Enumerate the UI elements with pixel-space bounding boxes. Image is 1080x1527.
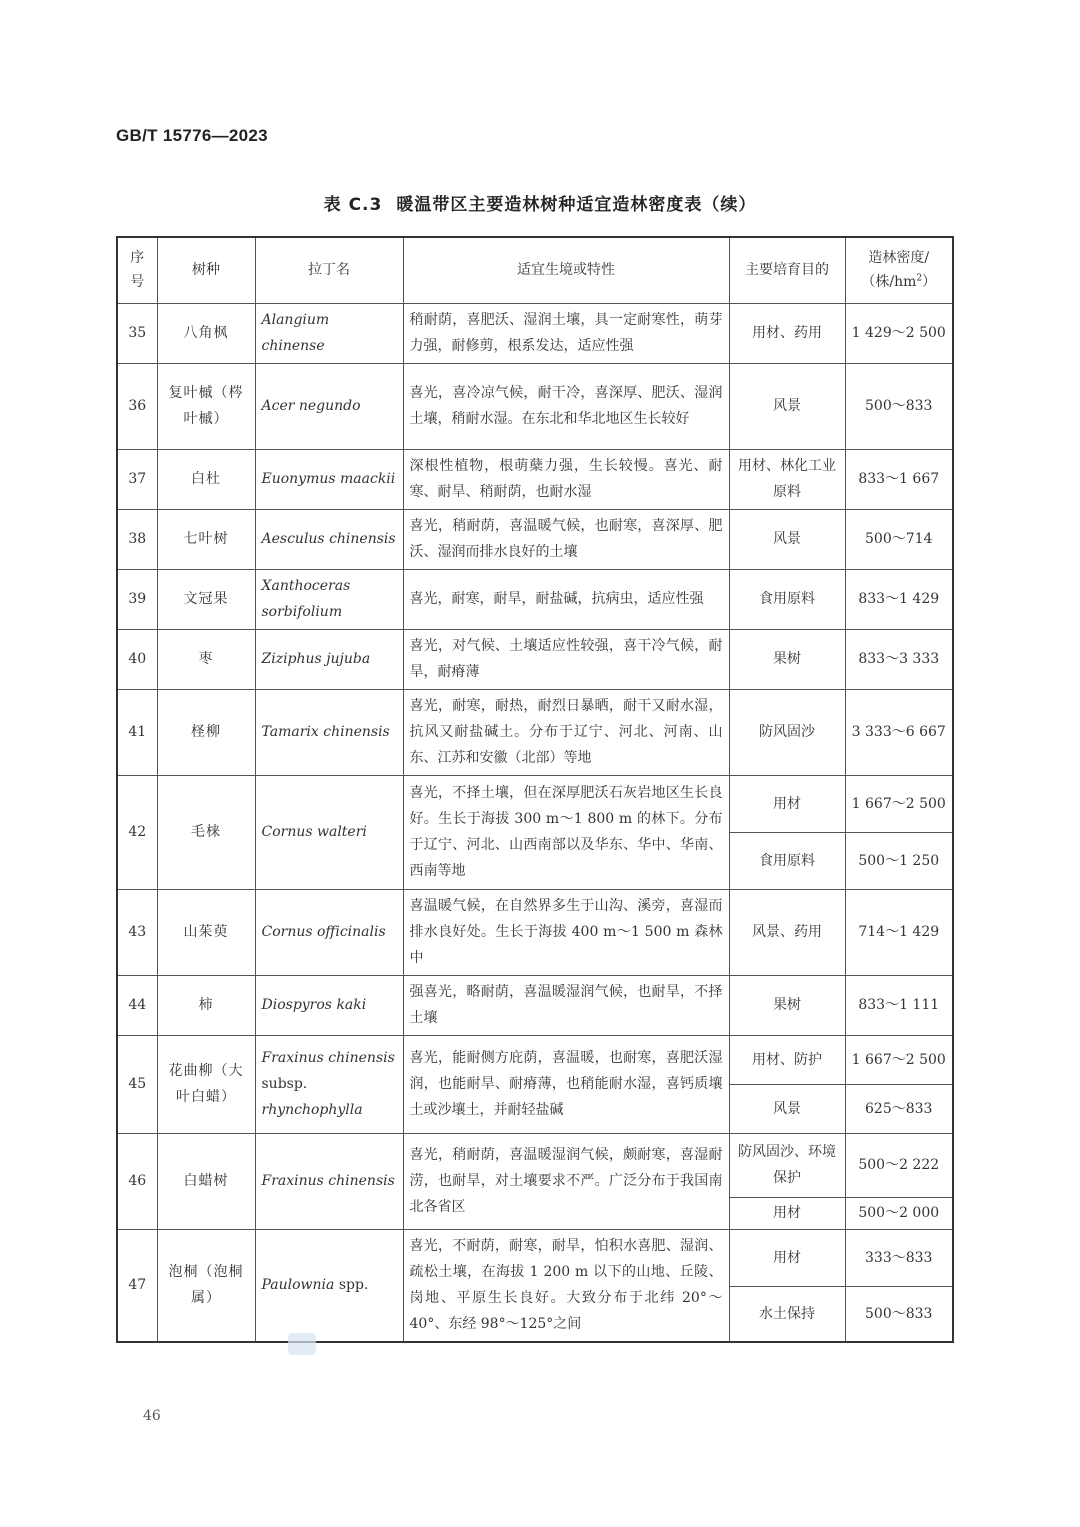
row-density: 500～714 xyxy=(845,509,953,569)
row-purpose: 用材、林化工业原料 xyxy=(729,449,845,509)
row-habitat: 喜光，不择土壤，但在深厚肥沃石灰岩地区生长良好。生长于海拔 300 m～1 800 m 的林下。分布于辽宁、河北、山西南部以及华东、华中、华南、西南等地 xyxy=(403,775,729,889)
row-purpose: 食用原料 xyxy=(729,569,845,629)
row-no: 47 xyxy=(117,1229,157,1342)
row-species: 泡桐（泡桐属） xyxy=(157,1229,255,1342)
row-species: 七叶树 xyxy=(157,509,255,569)
row-latin: Cornus officinalis xyxy=(255,889,403,975)
row-habitat: 喜光，稍耐荫，喜温暖湿润气候，颇耐寒，喜湿耐涝，也耐旱，对土壤要求不严。广泛分布于我国南北各省区 xyxy=(403,1133,729,1229)
density-table xyxy=(116,236,954,1343)
row-density: 333～833 xyxy=(845,1229,953,1286)
table-row xyxy=(117,689,953,775)
row-habitat: 喜光，耐寒，耐旱，耐盐碱，抗病虫，适应性强 xyxy=(403,569,729,629)
row-density: 833～1 667 xyxy=(845,449,953,509)
table-title xyxy=(0,190,1080,215)
row-habitat: 喜光，对气候、土壤适应性较强，喜干冷气候，耐旱，耐瘠薄 xyxy=(403,629,729,689)
row-density: 500～833 xyxy=(845,1286,953,1342)
table-row xyxy=(117,449,953,509)
row-species: 文冠果 xyxy=(157,569,255,629)
row-density: 833～3 333 xyxy=(845,629,953,689)
row-latin: Acer negundo xyxy=(255,363,403,449)
row-purpose: 水土保持 xyxy=(729,1286,845,1342)
row-latin: Cornus walteri xyxy=(255,775,403,889)
row-latin: Fraxinus chinensis xyxy=(255,1133,403,1229)
header-latin: 拉丁名 xyxy=(255,237,403,303)
row-species: 复叶槭（梣叶槭） xyxy=(157,363,255,449)
standard-code: GB/T 15776—2023 xyxy=(116,126,268,145)
header-species: 树种 xyxy=(157,237,255,303)
row-no: 41 xyxy=(117,689,157,775)
header-purpose: 主要培育目的 xyxy=(729,237,845,303)
row-species: 毛梾 xyxy=(157,775,255,889)
row-no: 42 xyxy=(117,775,157,889)
row-density: 3 333～6 667 xyxy=(845,689,953,775)
row-density: 1 429～2 500 xyxy=(845,303,953,363)
table-header-row xyxy=(117,237,953,303)
row-density: 500～2 222 xyxy=(845,1133,953,1197)
row-latin: Aesculus chinensis xyxy=(255,509,403,569)
row-purpose: 用材、防护 xyxy=(729,1035,845,1084)
row-purpose: 用材 xyxy=(729,1197,845,1229)
row-habitat: 稍耐荫，喜肥沃、湿润土壤，具一定耐寒性，萌芽力强，耐修剪，根系发达，适应性强 xyxy=(403,303,729,363)
row-species: 白蜡树 xyxy=(157,1133,255,1229)
row-habitat: 喜光，稍耐荫，喜温暖气候，也耐寒，喜深厚、肥沃、湿润而排水良好的土壤 xyxy=(403,509,729,569)
row-species: 柿 xyxy=(157,975,255,1035)
table-title-text: 暖温带区主要造林树种适宜造林密度表（续） xyxy=(396,195,757,215)
row-density: 1 667～2 500 xyxy=(845,775,953,832)
table-row xyxy=(117,363,953,449)
row-purpose: 风景 xyxy=(729,363,845,449)
header-density-unit-prefix: （株/hm xyxy=(861,274,917,291)
row-latin: Tamarix chinensis xyxy=(255,689,403,775)
table-row xyxy=(117,975,953,1035)
row-density: 833～1 111 xyxy=(845,975,953,1035)
row-latin-genus: Paulownia xyxy=(261,1277,335,1294)
row-latin: Ziziphus jujuba xyxy=(255,629,403,689)
row-purpose: 防风固沙、环境保护 xyxy=(729,1133,845,1197)
row-purpose: 果树 xyxy=(729,629,845,689)
row-no: 44 xyxy=(117,975,157,1035)
row-latin xyxy=(255,1035,403,1133)
row-purpose: 用材 xyxy=(729,775,845,832)
row-purpose: 食用原料 xyxy=(729,832,845,889)
row-habitat: 喜光，不耐荫，耐寒，耐旱，怕积水喜肥、湿润、疏松土壤，在海拔 1 200 m 以下的山地、丘陵、岗地、平原生长良好。大致分布于北纬 20°～40°、东经 98°～125°之间 xyxy=(403,1229,729,1342)
row-species: 花曲柳（大叶白蜡） xyxy=(157,1035,255,1133)
row-species: 枣 xyxy=(157,629,255,689)
row-species: 八角枫 xyxy=(157,303,255,363)
row-density: 1 667～2 500 xyxy=(845,1035,953,1084)
header-density xyxy=(845,237,953,303)
row-purpose: 风景、药用 xyxy=(729,889,845,975)
row-habitat: 喜光，耐寒，耐热，耐烈日暴晒，耐干又耐水湿，抗风又耐盐碱土。分布于辽宁、河北、河南、山东、江苏和安徽（北部）等地 xyxy=(403,689,729,775)
row-density: 625～833 xyxy=(845,1084,953,1133)
row-purpose: 防风固沙 xyxy=(729,689,845,775)
row-habitat: 强喜光，略耐荫，喜温暖湿润气候，也耐旱，不择土壤 xyxy=(403,975,729,1035)
row-latin-subsp: subsp. xyxy=(261,1076,308,1092)
header-habitat: 适宜生境或特性 xyxy=(403,237,729,303)
row-latin-epithet: rhynchophylla xyxy=(261,1102,363,1118)
table-row xyxy=(117,303,953,363)
row-no: 39 xyxy=(117,569,157,629)
row-latin: Xanthoceras sorbifolium xyxy=(255,569,403,629)
row-purpose: 用材 xyxy=(729,1229,845,1286)
table-row xyxy=(117,889,953,975)
row-latin xyxy=(255,1229,403,1342)
table-row xyxy=(117,629,953,689)
row-purpose: 风景 xyxy=(729,1084,845,1133)
row-latin-spp: spp. xyxy=(338,1277,369,1294)
row-species: 白杜 xyxy=(157,449,255,509)
row-no: 36 xyxy=(117,363,157,449)
header-density-line1: 造林密度/ xyxy=(868,250,930,267)
row-latin: Diospyros kaki xyxy=(255,975,403,1035)
row-latin-genus: Fraxinus chinensis xyxy=(261,1050,395,1066)
table-row xyxy=(117,509,953,569)
row-latin: Alangium chinense xyxy=(255,303,403,363)
row-density: 833～1 429 xyxy=(845,569,953,629)
row-no: 37 xyxy=(117,449,157,509)
header-density-unit-sup: 2 xyxy=(916,273,923,284)
row-habitat: 深根性植物，根萌蘖力强，生长较慢。喜光、耐寒、耐旱、稍耐荫，也耐水湿 xyxy=(403,449,729,509)
row-purpose: 果树 xyxy=(729,975,845,1035)
table-number: 表 C.3 xyxy=(323,195,383,215)
row-no: 40 xyxy=(117,629,157,689)
page-number: 46 xyxy=(143,1408,161,1424)
row-purpose: 用材、药用 xyxy=(729,303,845,363)
row-no: 45 xyxy=(117,1035,157,1133)
row-habitat: 喜光，能耐侧方庇荫，喜温暖，也耐寒，喜肥沃湿润，也能耐旱、耐瘠薄，也稍能耐水湿，喜钙质壤土或沙壤土，并耐轻盐碱 xyxy=(403,1035,729,1133)
header-density-unit-suffix: ） xyxy=(922,274,937,291)
row-density: 500～833 xyxy=(845,363,953,449)
row-habitat: 喜光，喜冷凉气候，耐干冷，喜深厚、肥沃、湿润土壤，稍耐水湿。在东北和华北地区生长较好 xyxy=(403,363,729,449)
table-row xyxy=(117,1229,953,1286)
row-species: 山茱萸 xyxy=(157,889,255,975)
table-row xyxy=(117,1035,953,1084)
row-density: 714～1 429 xyxy=(845,889,953,975)
row-latin: Euonymus maackii xyxy=(255,449,403,509)
table-row xyxy=(117,775,953,832)
header-no: 序号 xyxy=(117,237,157,303)
row-density: 500～2 000 xyxy=(845,1197,953,1229)
row-habitat: 喜温暖气候，在自然界多生于山沟、溪旁，喜湿而排水良好处。生长于海拔 400 m～1 500 m 森林中 xyxy=(403,889,729,975)
row-purpose: 风景 xyxy=(729,509,845,569)
row-no: 38 xyxy=(117,509,157,569)
row-no: 46 xyxy=(117,1133,157,1229)
row-species: 柽柳 xyxy=(157,689,255,775)
row-no: 43 xyxy=(117,889,157,975)
row-density: 500～1 250 xyxy=(845,832,953,889)
watermark-logo xyxy=(288,1333,316,1355)
table-row xyxy=(117,569,953,629)
table-row xyxy=(117,1133,953,1197)
row-no: 35 xyxy=(117,303,157,363)
